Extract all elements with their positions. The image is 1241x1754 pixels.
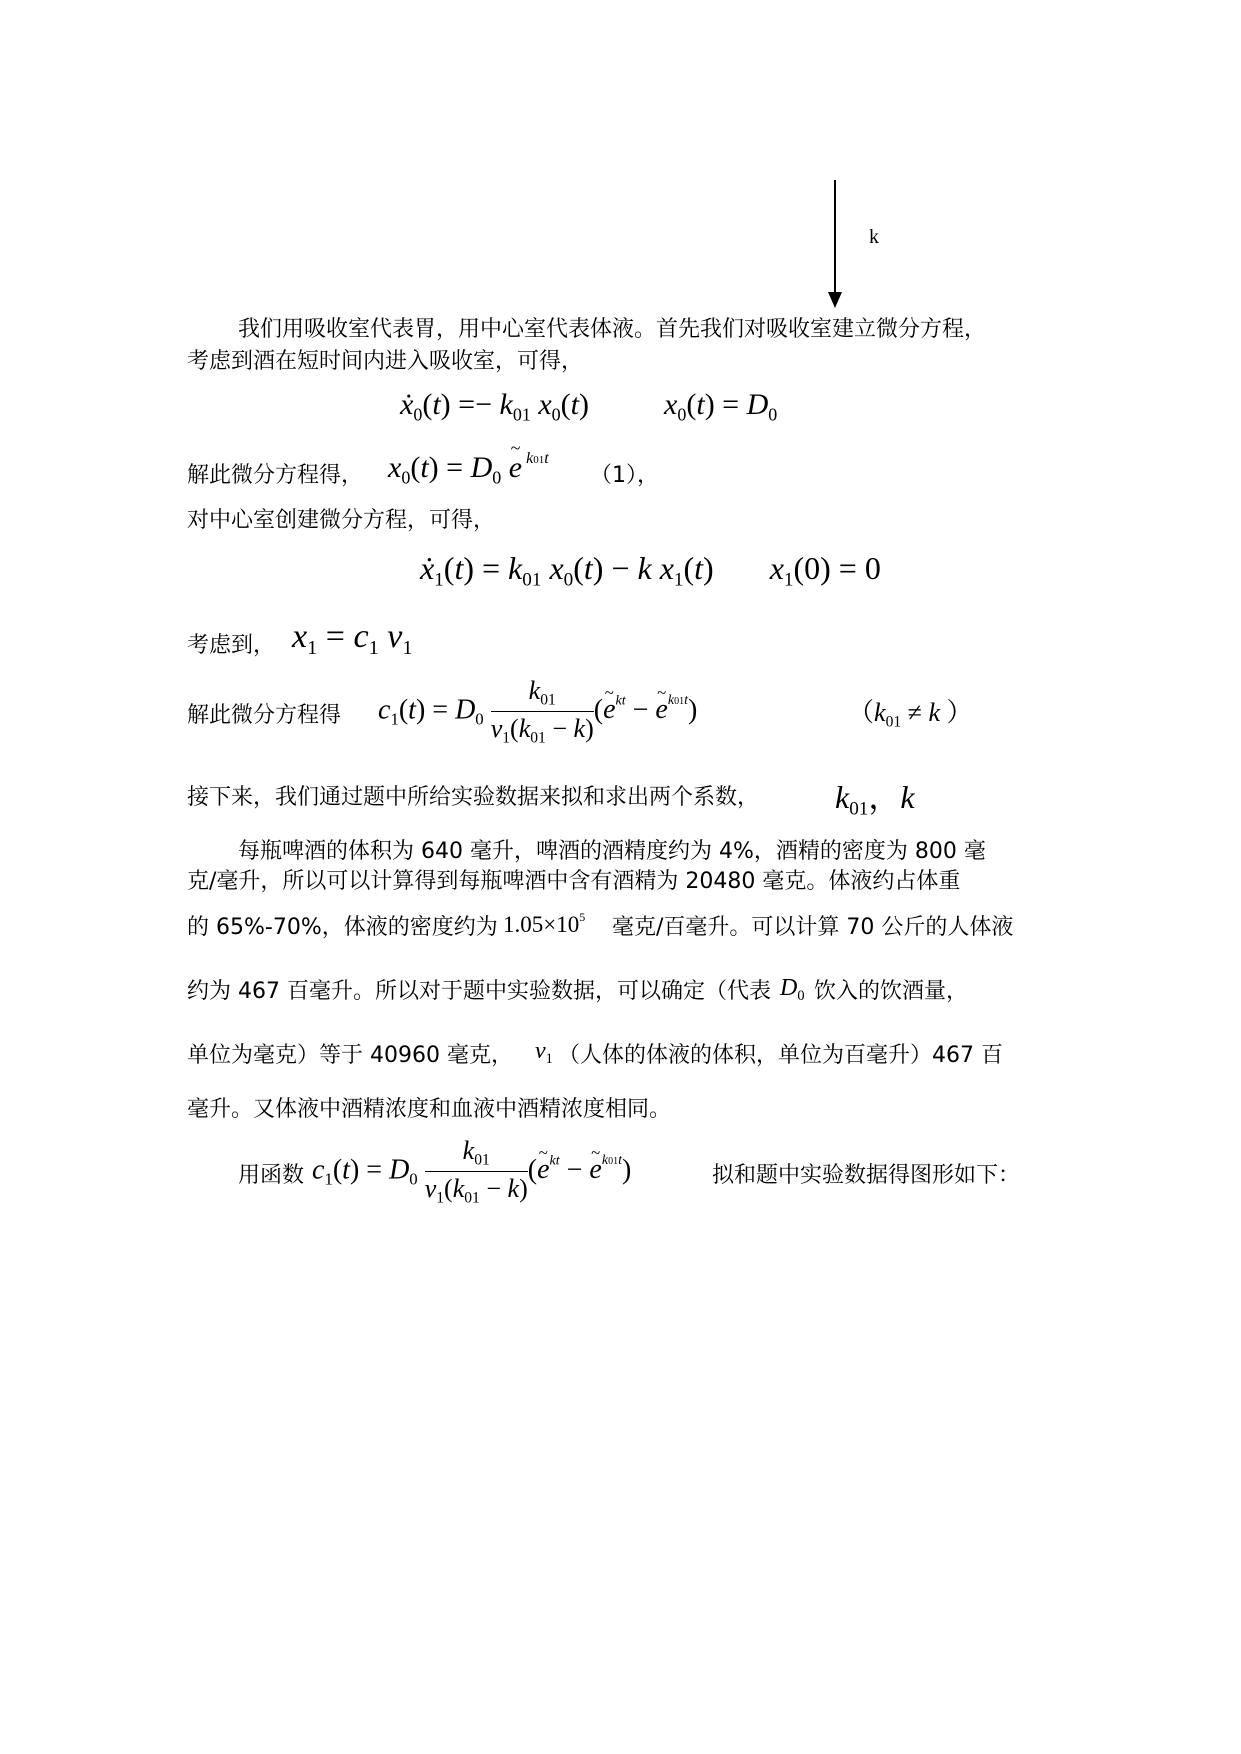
paragraph-data-line1: 每瓶啤酒的体积为 640 毫升，啤酒的酒精度约为 4%，酒精的密度为 800 毫 — [238, 839, 986, 864]
paragraph-data-line3-a: 的 65%-70%，体液的密度约为 — [187, 915, 498, 940]
solve2-prefix: 解此微分方程得 — [187, 703, 342, 728]
arrow-label: k — [869, 226, 879, 248]
paragraph-data-line4-b: 饮入的饮酒量， — [814, 979, 969, 1004]
equation-concentration-relation: $x_1 = c_1$ $v_1$ — [292, 618, 413, 660]
paragraph-intro-line1: 我们用吸收室代表胃，用中心室代表体液。首先我们对吸收室建立微分方程， — [238, 317, 987, 342]
consider-prefix: 考虑到， — [187, 633, 276, 658]
equation-central-ode: $ẋ_1(t) = k_{01}$ $x_0(t) - k$ $x_1(t) x_1(0) = 0$ — [420, 550, 881, 591]
paragraph-data-line4-a: 约为 467 百毫升。所以对于题中实验数据，可以确定（代表 — [187, 979, 771, 1004]
paragraph-data-line5-b: （人体的体液的体积，单位为百毫升）467 百 — [558, 1043, 1003, 1068]
paragraph-central-ode: 对中心室创建微分方程，可得， — [187, 508, 496, 533]
solve1-tag: （1）， — [590, 463, 659, 488]
fit-suffix: 拟和题中实验数据得图形如下： — [712, 1163, 1021, 1188]
equation-fit-function: $c_1(t) = D_0$ $\frac{k_{01}}{v_1(k_{01} - k)}$ (e ~$^{kt}$ − e ~$^{k01t}$) — [312, 1136, 631, 1208]
equation-absorption-ode: $ẋ_0(t) =- k_{01}$ $x_0(t) x_0(t) = D_0$ — [400, 388, 778, 425]
density-value: $1.05\times 10^5$ — [503, 910, 586, 937]
solve1-prefix: 解此微分方程得， — [187, 463, 364, 488]
coefficients-k01-k: $k_{01}$，k — [835, 779, 915, 820]
paragraph-data-line2: 克/毫升，所以可以计算得到每瓶啤酒中含有酒精为 20480 毫克。体液约占体重 — [187, 869, 961, 894]
equation-solution-2: $c_1(t) = D_0$ $\frac{k_{01}}{v_1(k_{01} - k)}$ (e ~$^{kt}$ − e ~$^{k01t}$) — [378, 676, 697, 748]
fit-prefix: 用函数 — [238, 1163, 305, 1188]
paragraph-data-line5-a: 单位为毫克）等于 40960 毫克， — [187, 1043, 513, 1068]
paragraph-intro-line2: 考虑到酒在短时间内进入吸收室，可得， — [187, 349, 584, 374]
paragraph-data-line6: 毫升。又体液中酒精浓度和血液中酒精浓度相同。 — [187, 1097, 672, 1122]
symbol-v1: $v_1$ — [535, 1038, 553, 1068]
paragraph-data-line3-b: 毫克/百毫升。可以计算 70 公斤的人体液 — [612, 915, 1014, 940]
condition-k-not-equal: （$k_{01} \ne k$ ） — [848, 698, 973, 731]
next-prefix: 接下来，我们通过题中所给实验数据来拟和求出两个系数， — [187, 785, 760, 810]
symbol-D0: $D_0$ — [780, 975, 805, 1005]
transfer-arrow — [820, 180, 850, 310]
equation-solution-1: $x_0(t) = D_0$ e ~ $^{k01t}$ — [388, 450, 549, 488]
